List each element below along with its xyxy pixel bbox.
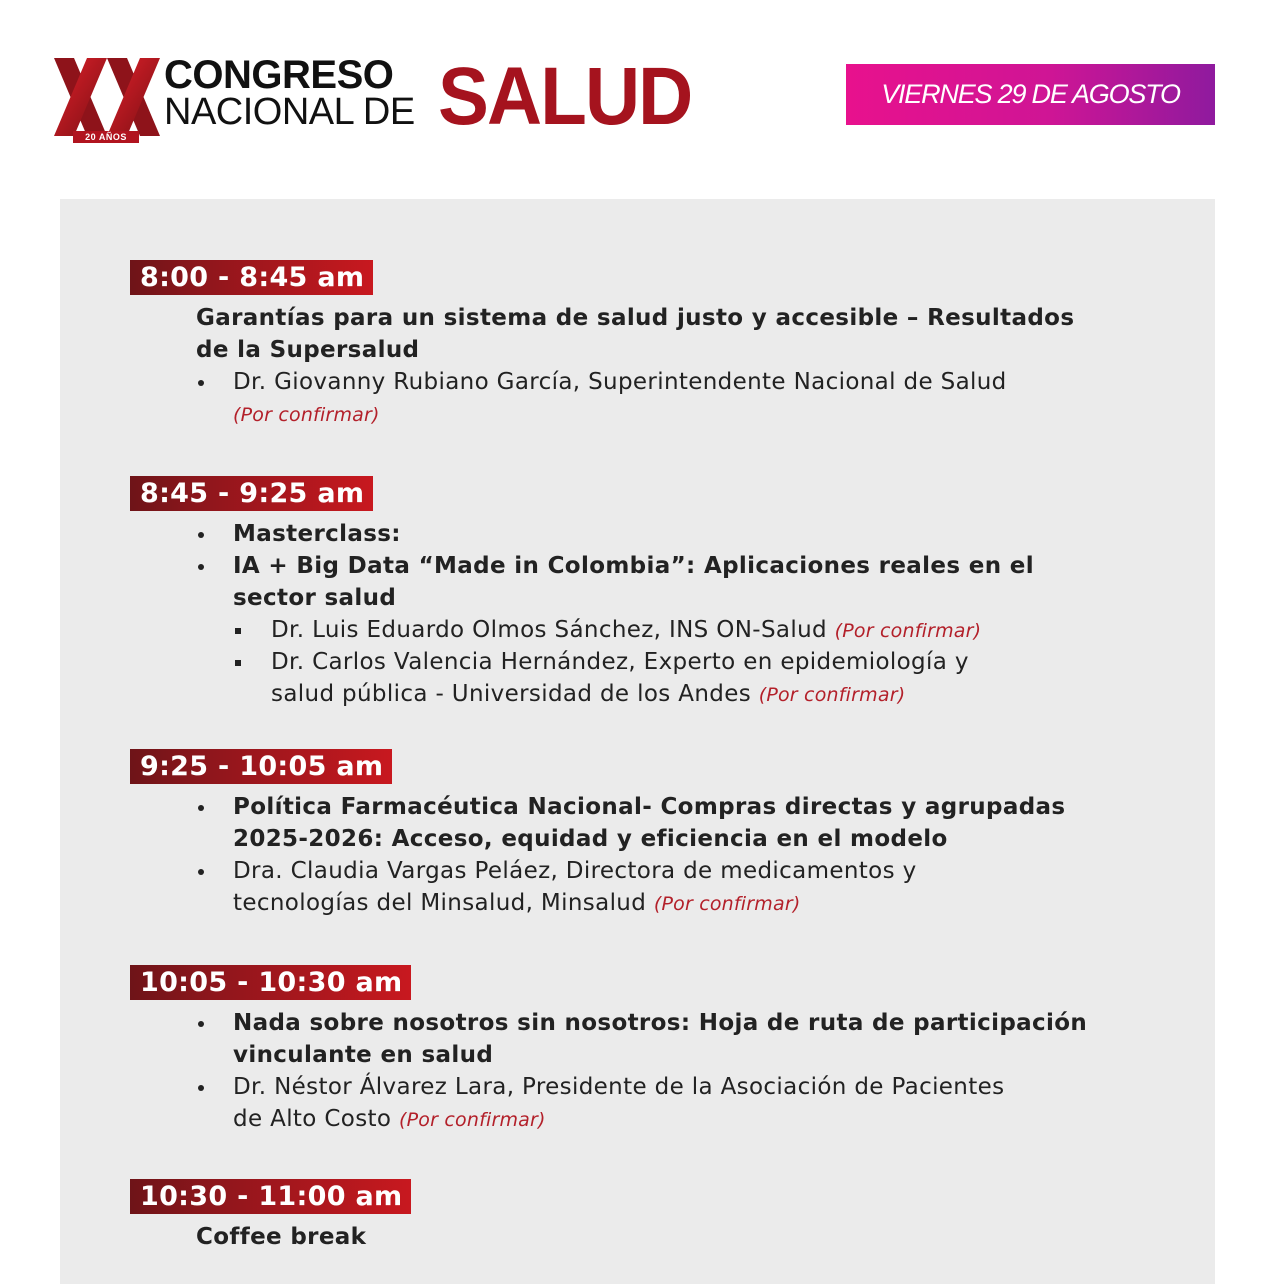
bullet-icon [198, 564, 204, 570]
confirmation-note: (Por confirmar) [834, 620, 982, 642]
svg-text:XX: XX [107, 108, 109, 109]
bullet-icon [198, 1021, 204, 1027]
confirmation-note: (Por confirmar) [653, 893, 801, 915]
session-title-cont: de la Supersalud [196, 337, 420, 363]
session-title-cont: vinculante en salud [233, 1042, 494, 1068]
speaker-cont: de Alto Costo (Por confirmar) [233, 1106, 546, 1132]
speaker-cont: salud pública - Universidad de los Andes (Por confirmar) [271, 681, 906, 707]
logo-text-nacional: NACIONAL DE [164, 91, 415, 133]
session-title-cont: sector salud [233, 585, 397, 611]
agenda-panel [60, 199, 1215, 1284]
session-type: Masterclass: [233, 521, 401, 547]
session-title: IA + Big Data “Made in Colombia”: Aplicaciones reales en el [233, 553, 1034, 579]
bullet-icon [198, 532, 204, 538]
logo-text-salud: SALUD [438, 51, 692, 142]
square-bullet-icon [235, 628, 241, 634]
date-badge: VIERNES 29 DE AGOSTO [846, 64, 1215, 125]
speaker: Dra. Claudia Vargas Peláez, Directora de medicamentos y [233, 858, 917, 884]
roman-xx-logo-mark [54, 58, 160, 136]
speaker: Dr. Carlos Valencia Hernández, Experto en epidemiología y [271, 649, 969, 675]
logo-text-congreso: CONGRESO [164, 53, 394, 97]
session-title: Nada sobre nosotros sin nosotros: Hoja de ruta de participación [233, 1010, 1088, 1036]
anniversary-badge: 20 AÑOS [73, 131, 139, 143]
speaker: Dr. Luis Eduardo Olmos Sánchez, INS ON-Salud (Por confirmar) [271, 617, 982, 643]
session-title: Coffee break [196, 1224, 367, 1250]
speaker: Dr. Néstor Álvarez Lara, Presidente de la Asociación de Pacientes [233, 1074, 1005, 1100]
event-logo [54, 51, 694, 148]
bullet-icon [198, 380, 204, 386]
confirmation-note: (Por confirmar) [399, 1109, 546, 1131]
confirmation-note: (Por confirmar) [233, 404, 380, 426]
time-slot-badge: 10:05 - 10:30 am [130, 965, 411, 1000]
speaker: Dr. Giovanny Rubiano García, Superintendente Nacional de Salud [233, 369, 1007, 395]
time-slot-badge: 9:25 - 10:05 am [130, 749, 392, 784]
session-title-cont: 2025-2026: Acceso, equidad y eficiencia en el modelo [233, 826, 948, 852]
bullet-icon [198, 1085, 204, 1091]
session-title: Política Farmacéutica Nacional- Compras directas y agrupadas [233, 794, 1066, 820]
bullet-icon [198, 805, 204, 811]
confirmation-note: (Por confirmar) [758, 684, 906, 706]
time-slot-badge: 10:30 - 11:00 am [130, 1179, 411, 1214]
time-slot-badge: 8:45 - 9:25 am [130, 476, 373, 511]
speaker-cont: tecnologías del Minsalud, Minsalud (Por confirmar) [233, 890, 801, 916]
square-bullet-icon [235, 660, 241, 666]
session-title: Garantías para un sistema de salud justo y accesible – Resultados [196, 305, 1075, 331]
time-slot-badge: 8:00 - 8:45 am [130, 260, 373, 295]
bullet-icon [198, 869, 204, 875]
